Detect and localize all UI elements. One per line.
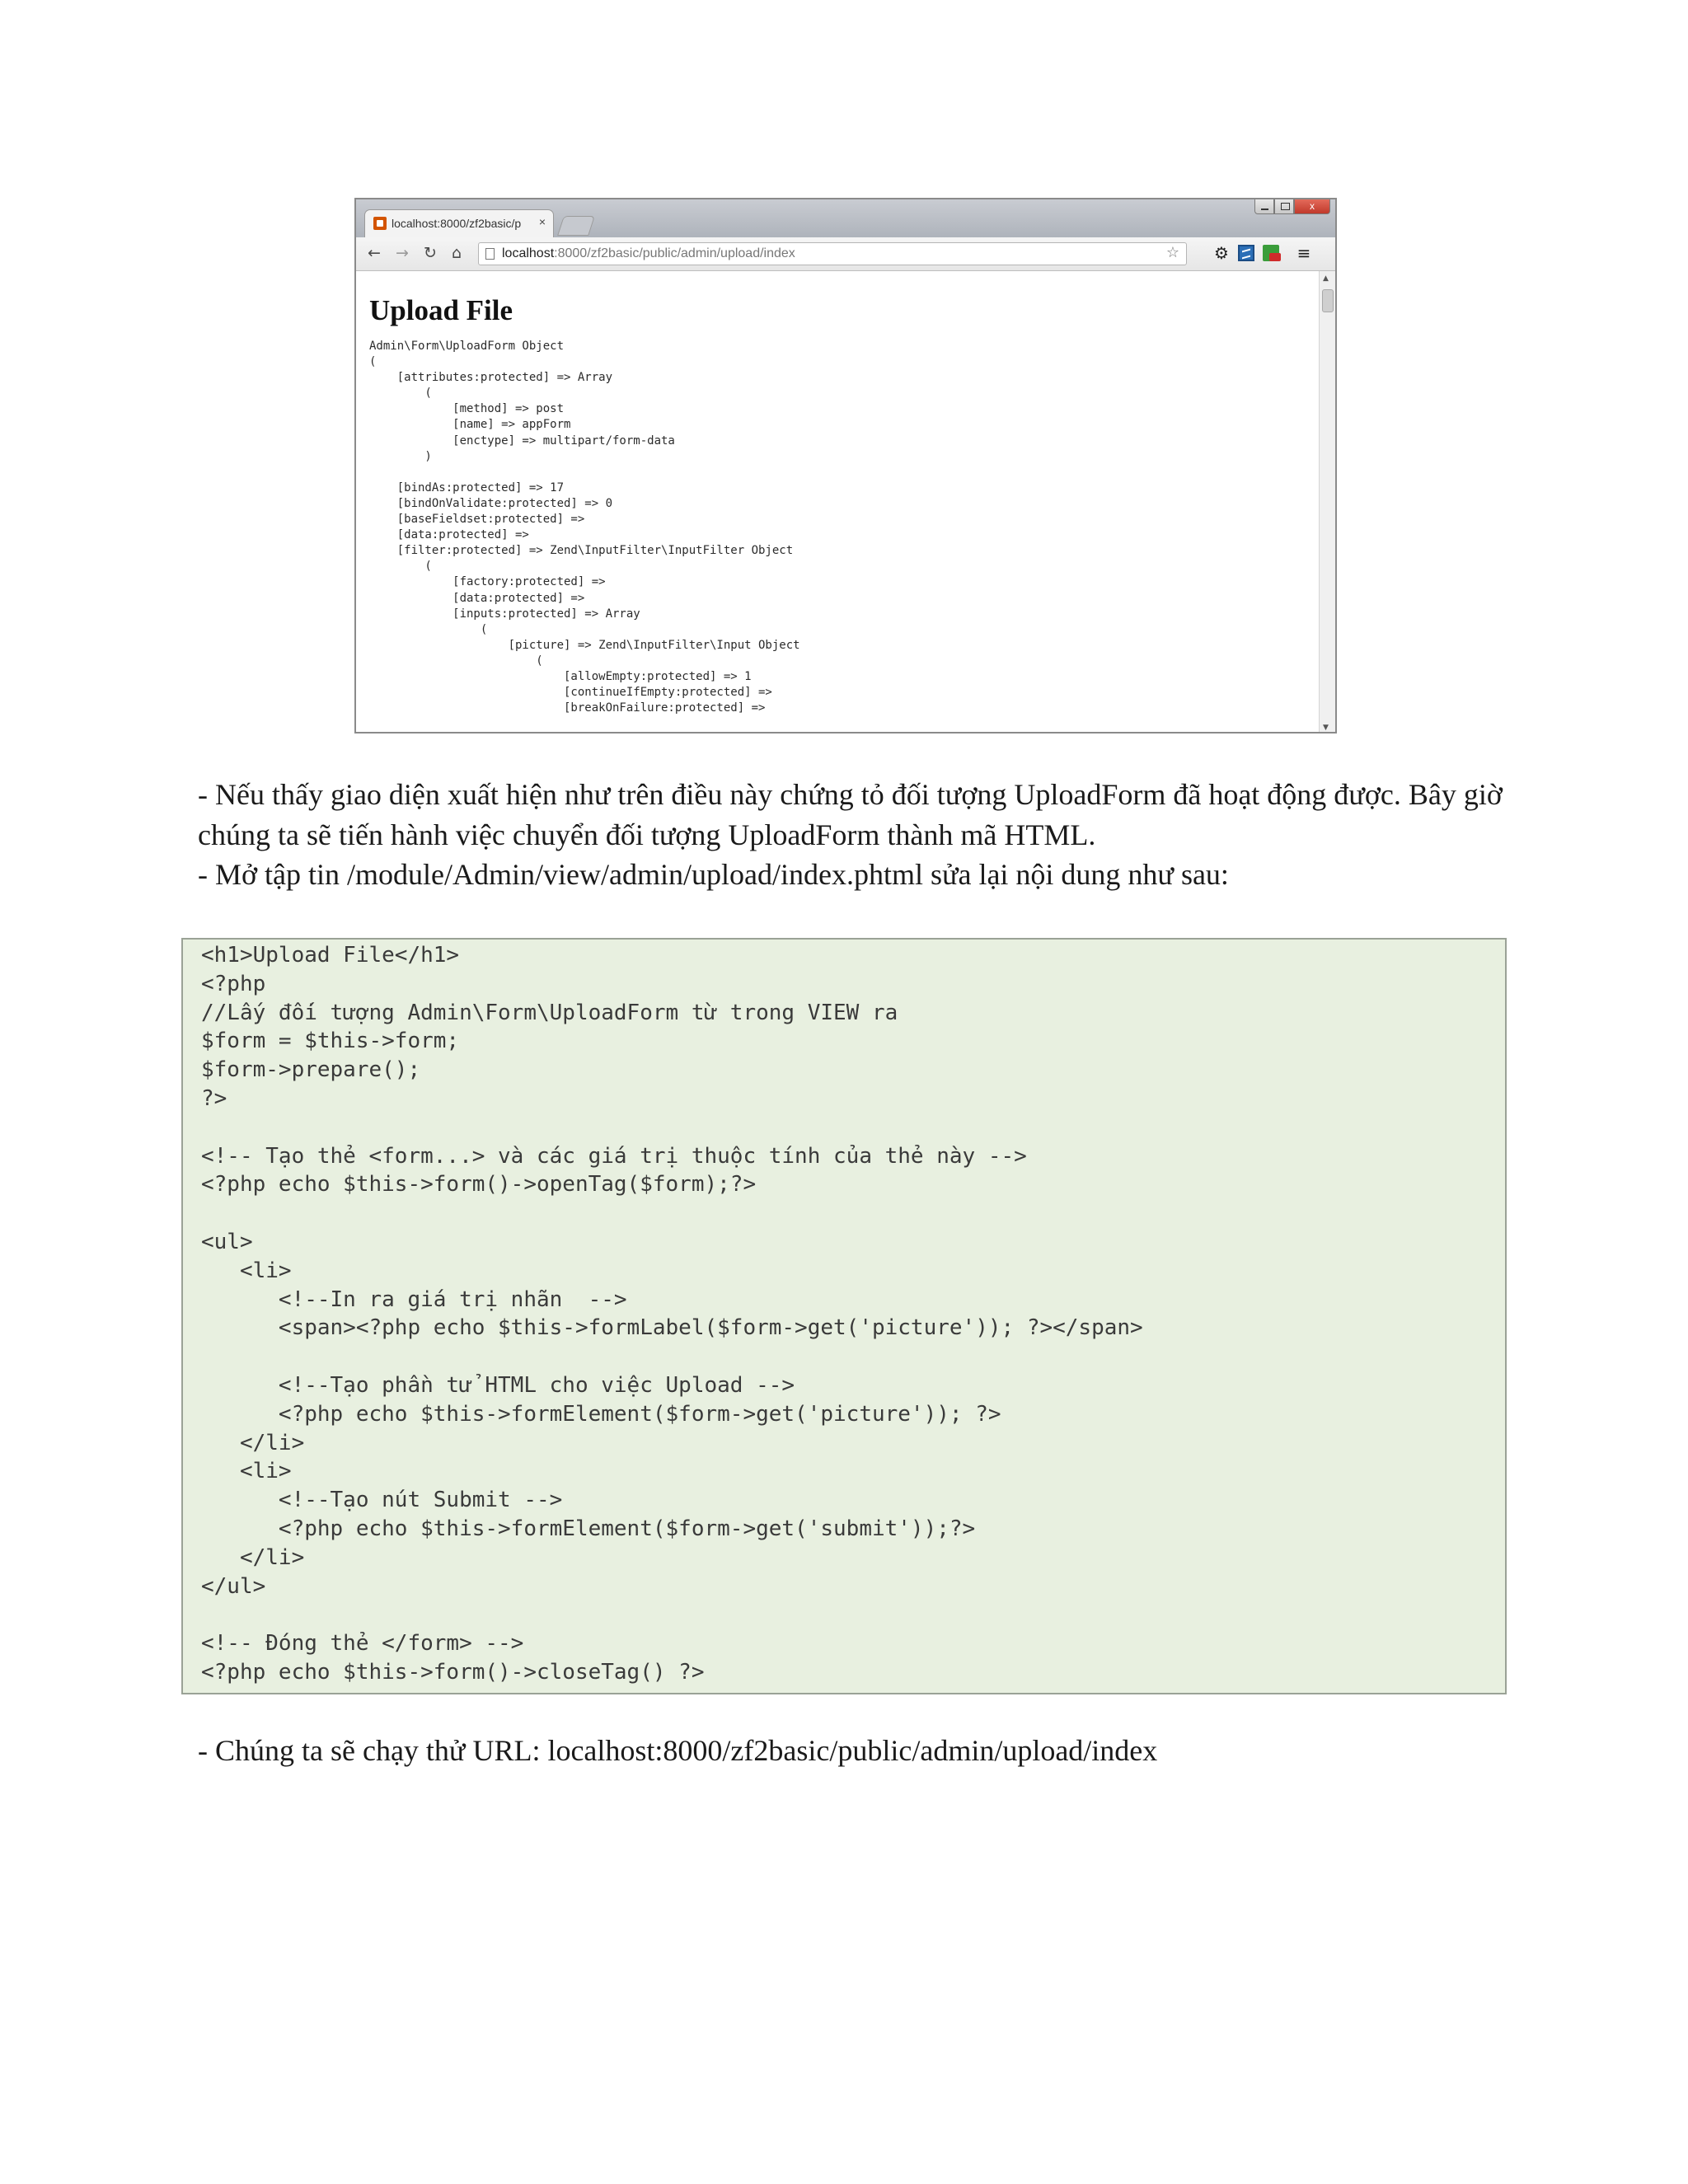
dump-line: [name] => appForm	[369, 418, 571, 432]
code-line: $form->prepare();	[201, 1057, 421, 1083]
code-line: <?php echo $this->formElement($form->get('submit'));?>	[201, 1516, 976, 1541]
dump-line: (	[369, 654, 543, 668]
extension-icon[interactable]	[1238, 245, 1254, 261]
dump-line: [breakOnFailure:protected] =>	[369, 701, 766, 715]
code-line: <!--Tạo phần tử HTML cho việc Upload -->	[201, 1372, 795, 1398]
code-line: </li>	[201, 1544, 305, 1570]
code-line	[201, 1113, 1143, 1142]
dump-line: [attributes:protected] => Array	[369, 371, 613, 385]
code-line: <li>	[201, 1258, 292, 1283]
new-tab-button[interactable]	[557, 216, 595, 236]
code-line	[201, 1343, 1143, 1371]
dump-line: [bindOnValidate:protected] => 0	[369, 496, 613, 510]
bookmark-star-icon[interactable]: ☆	[1165, 244, 1179, 261]
code-listing	[201, 941, 1143, 1687]
scrollbar-thumb[interactable]	[1322, 289, 1334, 312]
page-heading: Upload File	[369, 294, 513, 326]
code-line: </ul>	[201, 1573, 266, 1599]
code-line: <?php echo $this->form()->closeTag() ?>	[201, 1659, 705, 1685]
code-line	[201, 1601, 1143, 1629]
object-dump	[369, 339, 800, 716]
code-line: <ul>	[201, 1229, 253, 1254]
code-line: <!-- Đóng thẻ </form> -->	[201, 1631, 524, 1657]
paragraph-open-file: - Mở tập tin /module/Admin/view/admin/upload/index.phtml sửa lại nội dung như sau:	[198, 858, 1229, 891]
dump-line: [bindAs:protected] => 17	[369, 480, 565, 494]
dump-line	[369, 465, 800, 480]
dump-line: [inputs:protected] => Array	[369, 607, 640, 621]
address-url: localhost:8000/zf2basic/public/admin/upload/index	[502, 246, 795, 260]
browser-toolbar	[356, 237, 1335, 271]
page-icon	[485, 248, 495, 260]
dump-line: [method] => post	[369, 402, 565, 416]
dump-line: (	[369, 387, 432, 401]
gear-icon[interactable]: ⚙	[1214, 243, 1229, 263]
dump-line: )	[369, 449, 432, 463]
extension-icon[interactable]	[1263, 245, 1279, 261]
page-favicon-icon	[373, 217, 387, 230]
address-bar[interactable]	[478, 242, 1187, 265]
dump-line: [continueIfEmpty:protected] =>	[369, 686, 772, 700]
code-line: <?php	[201, 971, 266, 996]
code-line: <?php echo $this->formElement($form->get('picture')); ?>	[201, 1401, 1001, 1427]
dump-line: [allowEmpty:protected] => 1	[369, 669, 752, 683]
scroll-up-icon[interactable]: ▲	[1323, 274, 1329, 283]
paragraph-run-url: - Chúng ta sẽ chạy thử URL: localhost:8000/zf2basic/public/admin/upload/index	[198, 1734, 1158, 1767]
browser-tab[interactable]	[364, 209, 554, 237]
browser-screenshot	[354, 198, 1337, 733]
minimize-button[interactable]	[1254, 199, 1274, 214]
dump-line: [picture] => Zend\InputFilter\Input Object	[369, 638, 800, 652]
code-line: <!--Tạo nút Submit -->	[201, 1488, 563, 1513]
dump-line: (	[369, 560, 432, 574]
code-line: <?php echo $this->form()->openTag($form);?>	[201, 1172, 757, 1197]
dump-line: [baseFieldset:protected] =>	[369, 513, 585, 527]
code-line: <!-- Tạo thẻ <form...> và các giá trị thuộc tính của thẻ này -->	[201, 1143, 1027, 1169]
dump-line: [factory:protected] =>	[369, 575, 606, 589]
vertical-scrollbar[interactable]	[1319, 271, 1335, 733]
scroll-down-icon[interactable]: ▼	[1323, 724, 1329, 732]
menu-icon[interactable]: ≡	[1296, 243, 1311, 263]
home-icon[interactable]: ⌂	[452, 244, 462, 262]
code-block	[181, 938, 1507, 1694]
back-arrow-icon[interactable]: ←	[368, 244, 381, 262]
tab-title: localhost:8000/zf2basic/p	[392, 217, 522, 230]
dump-line: [enctype] => multipart/form-data	[369, 434, 675, 448]
code-line: ?>	[201, 1085, 227, 1111]
dump-line: [filter:protected] => Zend\InputFilter\InputFilter Object	[369, 544, 794, 558]
dump-line: (	[369, 622, 488, 636]
reload-icon[interactable]: ↻	[424, 244, 437, 262]
forward-arrow-icon[interactable]: →	[396, 244, 409, 262]
code-line: $form = $this->form;	[201, 1029, 460, 1054]
browser-viewport	[356, 271, 1320, 733]
window-close-button[interactable]: x	[1294, 199, 1330, 214]
dump-line: [data:protected] =>	[369, 528, 529, 542]
maximize-button[interactable]	[1274, 199, 1294, 214]
browser-tab-strip	[356, 199, 1335, 237]
code-line: <!--In ra giá trị nhãn -->	[201, 1286, 627, 1312]
tab-close-icon[interactable]: ×	[538, 215, 546, 228]
dump-line: (	[369, 355, 377, 369]
code-line: </li>	[201, 1430, 305, 1455]
dump-line: Admin\Form\UploadForm Object	[369, 340, 565, 353]
paragraph-intro: - Nếu thấy giao diện xuất hiện như trên điều này chứng tỏ đối tượng UploadForm đã hoạt động được. Bây giờ chúng ta sẽ tiến hành việc chuyển đối tượng UploadForm thành mã HTML.	[198, 778, 1503, 851]
code-line: <li>	[201, 1459, 292, 1484]
code-line: <span><?php echo $this->formLabel($form->get('picture')); ?></span>	[201, 1315, 1143, 1341]
code-line: <h1>Upload File</h1>	[201, 943, 460, 968]
dump-line: [data:protected] =>	[369, 591, 585, 605]
code-line	[201, 1199, 1143, 1228]
code-line: //Lấy đối tượng Admin\Form\UploadForm từ trong VIEW ra	[201, 1000, 898, 1025]
